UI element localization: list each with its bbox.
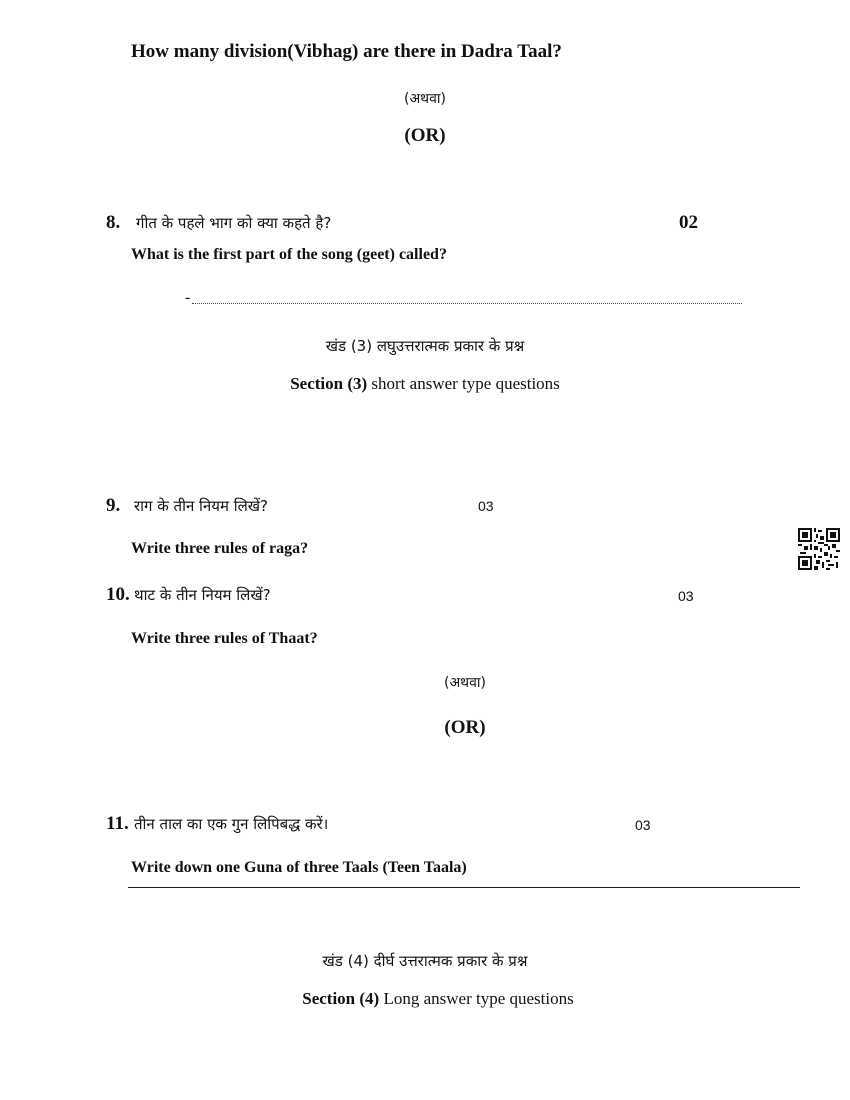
q10-number: 10. xyxy=(106,584,130,605)
section4-label-rest: Long answer type questions xyxy=(379,989,574,1008)
q8-hindi-text: गीत के पहले भाग को क्या कहते है? xyxy=(136,214,332,232)
or-english-1: (OR) xyxy=(404,125,446,146)
section3-english-heading xyxy=(0,374,850,394)
q11-marks: 03 xyxy=(635,817,651,833)
qr-code-icon xyxy=(798,528,840,570)
section3-label-rest: short answer type questions xyxy=(367,374,560,393)
q9-english-text: Write three rules of raga? xyxy=(131,540,309,557)
or-english-2: (OR) xyxy=(444,717,486,738)
section3-hindi-heading: खंड (3) लघुउत्तरात्मक प्रकार के प्रश्न xyxy=(325,337,525,355)
or-hindi-1: (अथवा) xyxy=(404,91,446,107)
horizontal-rule xyxy=(128,887,800,888)
q9-marks: 03 xyxy=(478,498,494,514)
q9-hindi-text: राग के तीन नियम लिखें? xyxy=(134,497,268,515)
q7-english-text: How many division(Vibhag) are there in Dadra Taal? xyxy=(131,41,562,62)
q8-number: 8. xyxy=(106,212,121,233)
section4-english-heading xyxy=(13,989,850,1009)
q8-english-text: What is the first part of the song (geet) called? xyxy=(131,246,447,263)
q8-marks: 02 xyxy=(679,212,698,233)
section3-label-bold: Section (3) xyxy=(290,374,368,393)
or-hindi-2: (अथवा) xyxy=(444,675,486,691)
q10-english-text: Write three rules of Thaat? xyxy=(131,630,318,647)
q11-number: 11. xyxy=(106,813,129,834)
q9-number: 9. xyxy=(106,495,121,516)
answer-dotted-line xyxy=(192,303,742,304)
section4-hindi-heading: खंड (4) दीर्घ उत्तरात्मक प्रकार के प्रश्न xyxy=(322,952,528,970)
q10-hindi-text: थाट के तीन नियम लिखें? xyxy=(134,586,271,604)
answer-dash: - xyxy=(185,289,191,306)
q11-english-text: Write down one Guna of three Taals (Teen Taala) xyxy=(131,859,467,876)
q11-hindi-text: तीन ताल का एक गुन लिपिबद्ध करें। xyxy=(134,815,329,833)
section4-label-bold: Section (4) xyxy=(302,989,380,1008)
q10-marks: 03 xyxy=(678,588,694,604)
